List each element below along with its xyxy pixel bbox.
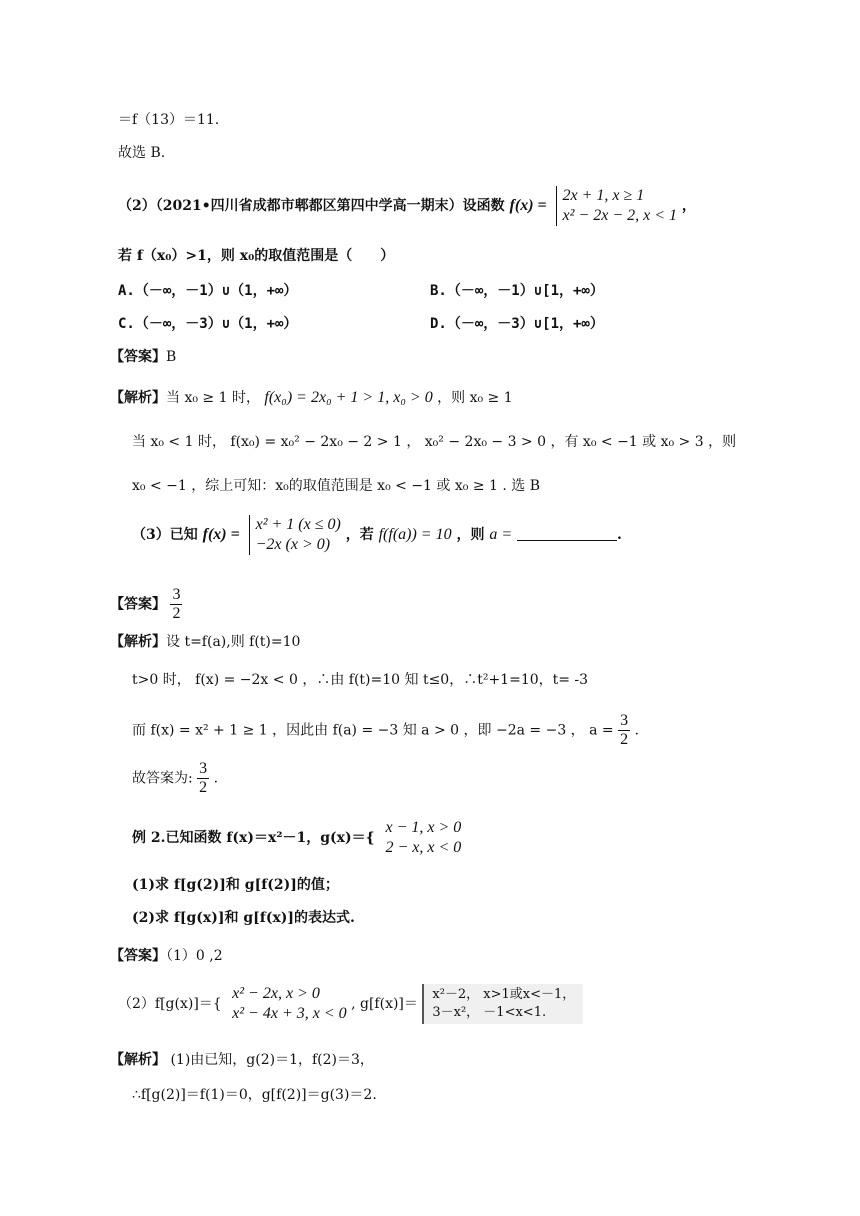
example-2 <box>132 818 461 858</box>
example-2-question-1: (1)求 f[g(2)]和 g[f(2)]的值； <box>132 877 339 893</box>
example-2-question-2: (2)求 f[g(x)]和 g[f(x)]的表达式. <box>132 910 355 926</box>
analysis-text: 而 f(x) = x² + 1 ≥ 1 ，因此由 f(a) = −3 知 a > 0 ，即 −2a = −3 ， a = <box>132 722 614 739</box>
piecewise-case: x² − 2x, x > 0 <box>232 985 320 1002</box>
option-a: A.（－∞，－1）∪（1，+∞） <box>118 283 298 299</box>
answer-text: （2）f[g(x)]＝{ <box>118 996 222 1012</box>
analysis-line: ∴f[g(2)]＝f(1)＝0，g[f(2)]＝g(3)＝2. <box>132 1087 377 1103</box>
piecewise-brace <box>249 515 341 555</box>
question-3-prefix: （3）已知 <box>132 527 198 543</box>
option-d: D.（－∞，－3）∪[1，+∞） <box>430 316 604 332</box>
analysis-text: 故答案为: <box>132 770 193 787</box>
piecewise-case: −2x (x > 0) <box>255 536 331 553</box>
answer-blank <box>517 524 617 541</box>
analysis-line <box>110 1050 374 1070</box>
analysis-line <box>110 388 513 408</box>
fraction-numerator: 3 <box>172 586 181 603</box>
analysis-text: ，则 x₀ ≥ 1 <box>437 390 513 406</box>
period: . <box>634 722 640 739</box>
question-3-suffix: ，则 <box>456 527 485 543</box>
analysis-text: 设 t=f(a),则 f(t)=10 <box>166 634 301 650</box>
answer-value: B <box>166 349 177 365</box>
piecewise-case: 2 − x, x < 0 <box>385 839 462 856</box>
example-2-prefix: 例 2.已知函数 f(x)＝x²－1，g(x)＝{ <box>132 830 375 846</box>
fraction-numerator: 3 <box>199 760 208 777</box>
variable-a: a = <box>489 526 513 543</box>
question-3-mid: ，若 <box>345 527 374 543</box>
answer-text: , g[f(x)]＝ <box>351 996 418 1012</box>
analysis-line <box>132 760 218 797</box>
piecewise-case: x² + 1 (x ≤ 0) <box>255 516 341 533</box>
piecewise-cases <box>383 818 461 858</box>
fraction-numerator: 3 <box>620 712 629 729</box>
analysis-text: (1)由已知，g(2)＝1，f(2)＝3， <box>170 1052 374 1068</box>
analysis-math: f(x₀) = 2x₀ + 1 > 1, x₀ > 0 <box>264 389 433 406</box>
equation: f(f(a)) = 10 <box>378 526 452 543</box>
text-line: 故选 B. <box>118 145 166 161</box>
piecewise-image <box>422 984 583 1024</box>
fraction <box>170 586 182 623</box>
piecewise-case: x² − 4x + 3, x < 0 <box>232 1005 347 1022</box>
question-2 <box>118 186 696 226</box>
analysis-line: 当 x₀ < 1 时， f(x₀) = x₀² − 2x₀ − 2 > 1 ， x₀² − 2x₀ − 3 > 0 ，有 x₀ < −1 或 x₀ > 3 ，则 <box>132 434 737 450</box>
piecewise-case: x²－2， x>1或x<－1， <box>432 987 576 1002</box>
option-c: C.（－∞，－3）∪（1，+∞） <box>118 316 298 332</box>
question-2-line2: 若 f（x₀）>1，则 x₀的取值范围是（ ） <box>118 248 395 264</box>
answer-label: 【答案】 <box>110 948 166 964</box>
question-2-prefix: （2）（2021•四川省成都市郫都区第四中学高一期末）设函数 <box>118 198 505 214</box>
answer-line <box>110 586 182 623</box>
piecewise-case: x − 1, x > 0 <box>385 819 462 836</box>
piecewise-case: x² − 2x − 2, x < 1 <box>562 207 678 224</box>
analysis-line <box>110 632 300 652</box>
fraction-denominator: 2 <box>620 731 629 748</box>
answer-label: 【答案】 <box>110 596 166 613</box>
period: . <box>213 770 219 787</box>
text-line: ＝f（13）＝11. <box>118 112 220 128</box>
option-b: B.（－∞，－1）∪[1，+∞） <box>430 283 604 299</box>
answer-value: （1）0 ,2 <box>166 948 223 964</box>
function-name: f(x) = <box>202 526 240 543</box>
fraction-denominator: 2 <box>172 605 181 622</box>
answer-label: 【答案】 <box>110 349 166 365</box>
analysis-line: x₀ < −1 ，综上可知：x₀的取值范围是 x₀ < −1 或 x₀ ≥ 1 . 选 B <box>132 478 540 494</box>
analysis-label: 【解析】 <box>110 1052 166 1068</box>
function-name: f(x) = <box>509 197 547 214</box>
question-3 <box>132 515 622 555</box>
analysis-label: 【解析】 <box>110 390 166 406</box>
fraction <box>197 760 209 797</box>
piecewise-case: 2x + 1, x ≥ 1 <box>562 187 645 204</box>
answer-line-2 <box>118 984 583 1024</box>
piecewise-cases <box>230 984 347 1024</box>
analysis-label: 【解析】 <box>110 634 166 650</box>
period: . <box>617 527 622 543</box>
fraction <box>618 712 630 749</box>
fraction-denominator: 2 <box>199 779 208 796</box>
analysis-line: t>0 时， f(x) = −2x < 0 ，∴由 f(t)=10 知 t≤0，∴t²+1=10，t= -3 <box>132 672 589 688</box>
piecewise-brace <box>556 186 678 226</box>
analysis-line <box>132 712 639 749</box>
question-2-suffix: ， <box>681 198 696 214</box>
piecewise-case: 3－x²， －1<x<1. <box>432 1005 547 1020</box>
answer-line <box>110 347 176 367</box>
analysis-text: 当 x₀ ≥ 1 时， <box>166 390 260 406</box>
answer-line <box>110 946 223 966</box>
